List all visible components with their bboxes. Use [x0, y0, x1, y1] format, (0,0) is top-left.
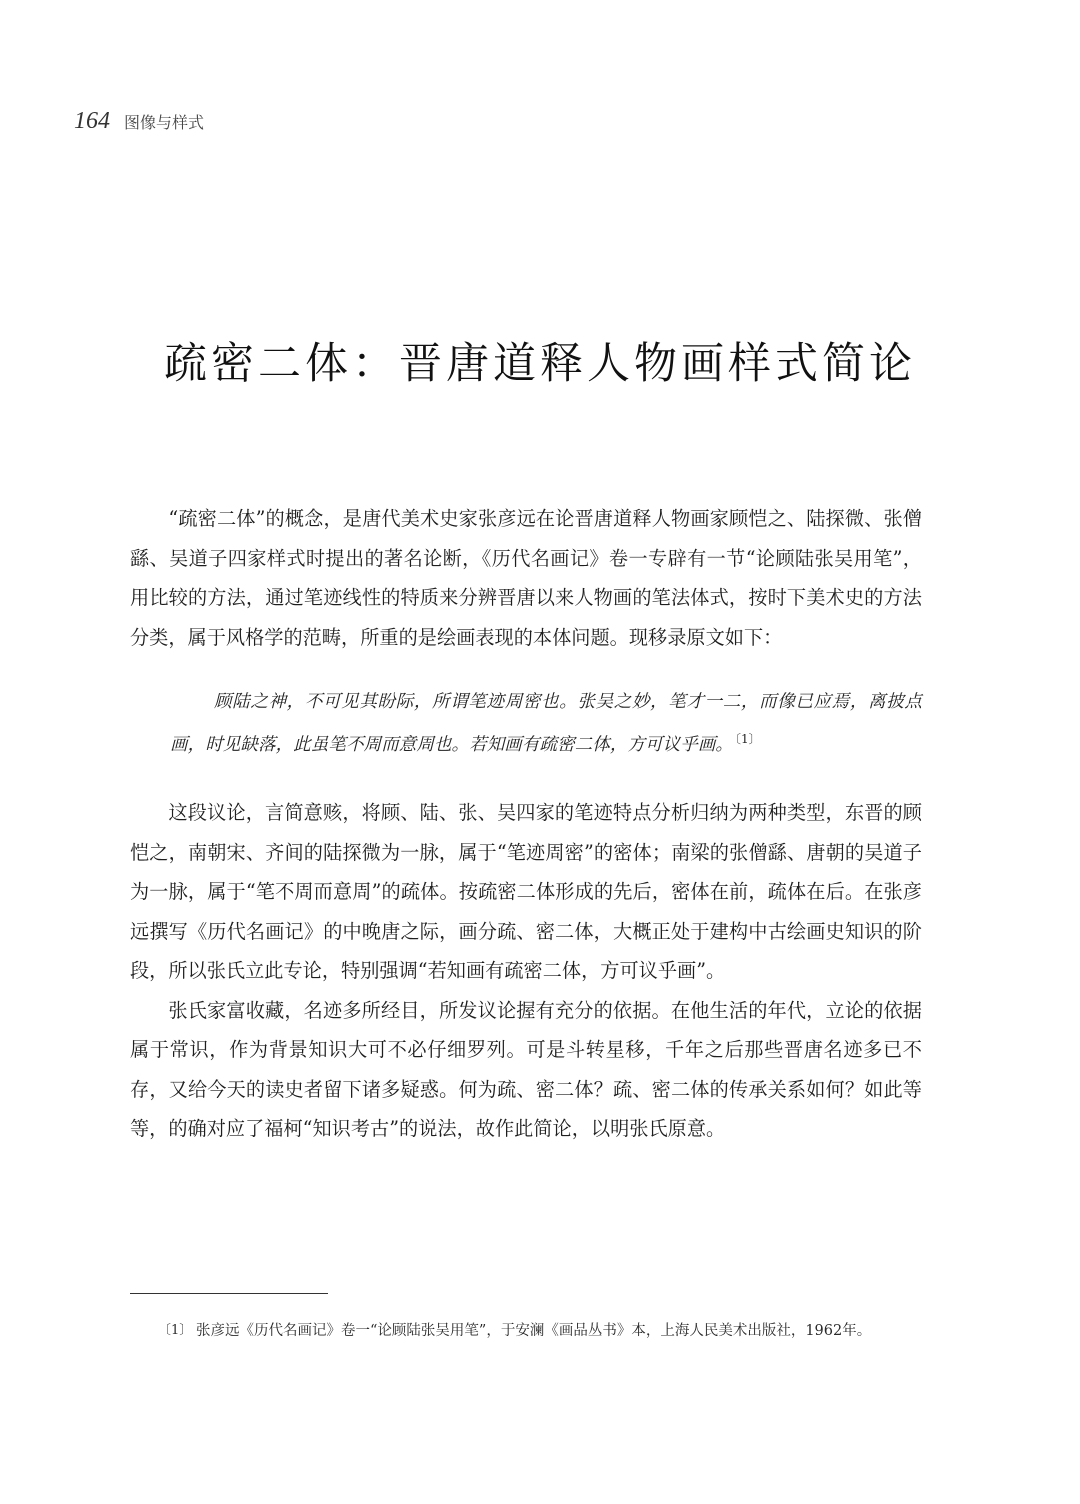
footnote-reference[interactable]: 〔1〕 — [735, 732, 761, 746]
chapter-title: 疏密二体：晋唐道释人物画样式简论 — [164, 339, 916, 389]
footnote — [158, 1317, 924, 1345]
body-text — [130, 499, 922, 1149]
block-quote — [130, 684, 922, 764]
running-title: 图像与样式 — [124, 113, 205, 132]
footnote-divider — [130, 1293, 328, 1294]
page-header — [74, 108, 204, 135]
footnote-text: 张彦远《历代名画记》卷一“论顾陆张吴用笔”，于安澜《画品丛书》本，上海人民美术出版社，1962年。 — [196, 1323, 872, 1339]
paragraph-intro: “疏密二体”的概念，是唐代美术史家张彦远在论晋唐道释人物画家顾恺之、陆探微、张僧繇、吴道子四家样式时提出的著名论断，《历代名画记》卷一专辟有一节“论顾陆张吴用笔”，用比较的方法，通过笔迹线性的特质来分辨晋唐以来人物画的笔法体式，按时下美术史的方法分类，属于风格学的范畴，所重的是绘画表现的本体问题。现移录原文如下： — [130, 507, 922, 649]
paragraph-purpose: 张氏家富收藏，名迹多所经目，所发议论握有充分的依据。在他生活的年代，立论的依据属于常识，作为背景知识大可不必仔细罗列。可是斗转星移，千年之后那些晋唐名迹多已不存，又给今天的读史者留下诸多疑惑。何为疏、密二体？疏、密二体的传承关系如何？如此等等，的确对应了福柯“知识考古”的说法，故作此简论，以明张氏原意。 — [130, 998, 922, 1140]
footnote-marker: 〔1〕 — [158, 1323, 193, 1338]
quote-text: 顾陆之神，不可见其盼际，所谓笔迹周密也。张吴之妙，笔才一二，而像已应焉，离披点画，时见缺落，此虽笔不周而意周也。若知画有疏密二体，方可议乎画。 — [170, 692, 922, 755]
page-number: 164 — [74, 108, 110, 134]
paragraph-analysis: 这段议论，言简意赅，将顾、陆、张、吴四家的笔迹特点分析归纳为两种类型，东晋的顾恺之，南朝宋、齐间的陆探微为一脉，属于“笔迹周密”的密体；南梁的张僧繇、唐朝的吴道子为一脉，属于“笔不周而意周”的疏体。按疏密二体形成的先后，密体在前，疏体在后。在张彦远撰写《历代名画记》的中晚唐之际，画分疏、密二体，大概正处于建构中古绘画史知识的阶段，所以张氏立此专论，特别强调“若知画有疏密二体，方可议乎画”。 — [130, 801, 922, 982]
